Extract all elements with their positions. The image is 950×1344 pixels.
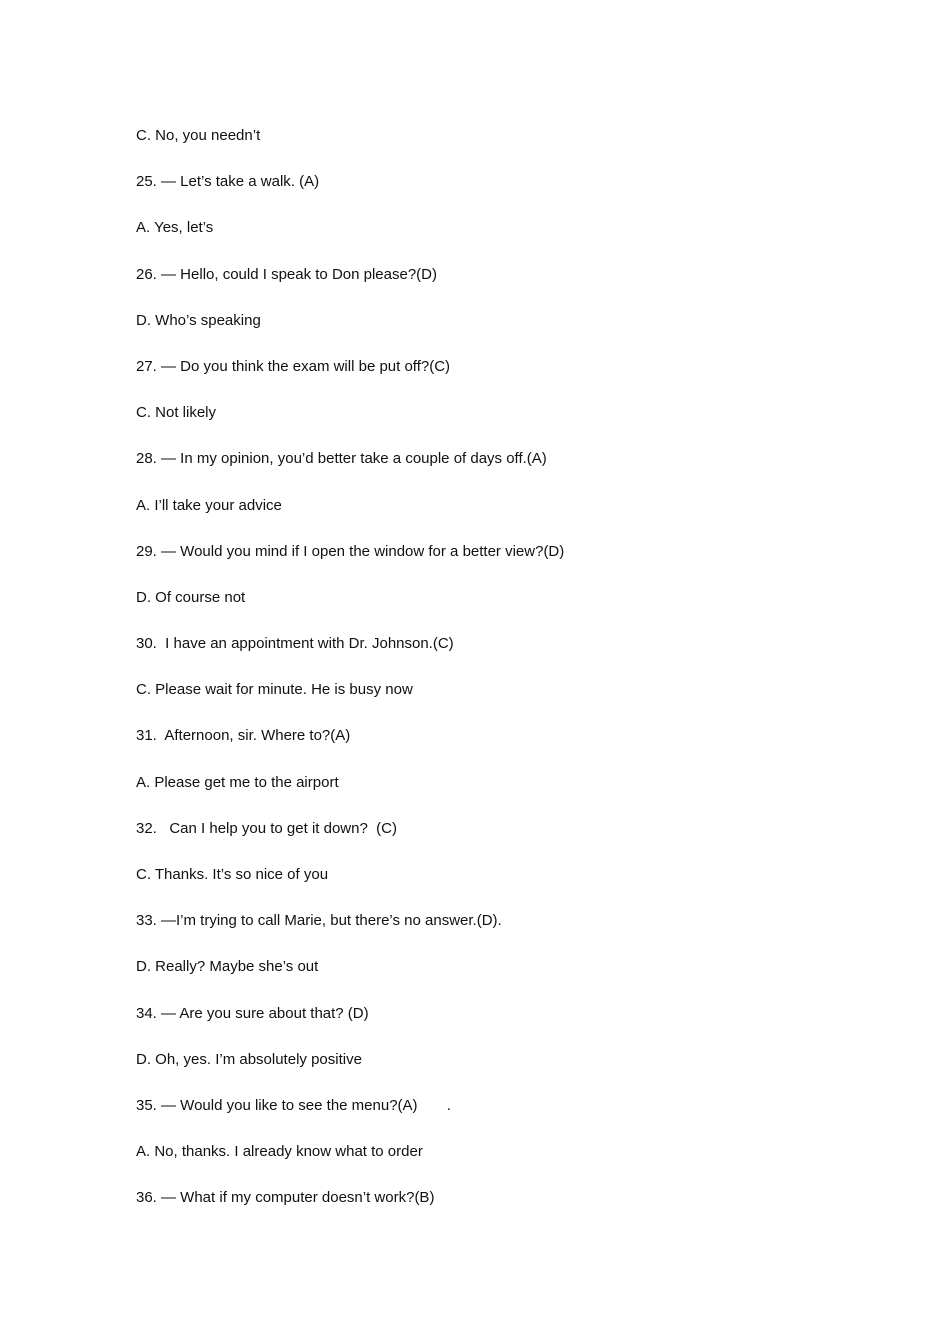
text-line: 35. — Would you like to see the menu?(A) . [136,1096,451,1114]
text-line: A. Yes, let’s [136,219,214,237]
text-line: 36. — What if my computer doesn’t work?(B) [136,1189,435,1207]
text-line: A. Please get me to the airport [136,773,339,791]
text-line: 34. — Are you sure about that? (D) [136,1004,369,1022]
text-line: C. Please wait for minute. He is busy now [136,681,413,699]
text-line: D. Really? Maybe she’s out [136,958,319,976]
text-line: D. Of course not [136,588,246,606]
text-line: A. No, thanks. I already know what to order [136,1143,423,1161]
text-line: 33. —I’m trying to call Marie, but there’s no answer.(D). [136,912,502,930]
text-line: 26. — Hello, could I speak to Don please?(D) [136,265,437,283]
text-line: 30. I have an appointment with Dr. Johnson.(C) [136,635,454,653]
text-line: D. Oh, yes. I’m absolutely positive [136,1050,362,1068]
text-line: 25. — Let’s take a walk. (A) [136,173,320,191]
text-line: 31. Afternoon, sir. Where to?(A) [136,727,351,745]
text-line: C. Not likely [136,404,217,422]
text-line: C. Thanks. It’s so nice of you [136,866,329,883]
text-line: 29. — Would you mind if I open the window for a better view?(D) [136,542,565,560]
text-lines [136,124,896,1233]
text-line: 28. — In my opinion, you’d better take a couple of days off.(A) [136,450,547,468]
text-line: 32. Can I help you to get it down? (C) [136,819,397,837]
text-line: 27. — Do you think the exam will be put off?(C) [136,357,451,375]
text-line: C. No, you needn’t [136,127,261,144]
text-line: D. Who’s speaking [136,311,261,329]
text-line: A. I’ll take your advice [136,496,282,514]
